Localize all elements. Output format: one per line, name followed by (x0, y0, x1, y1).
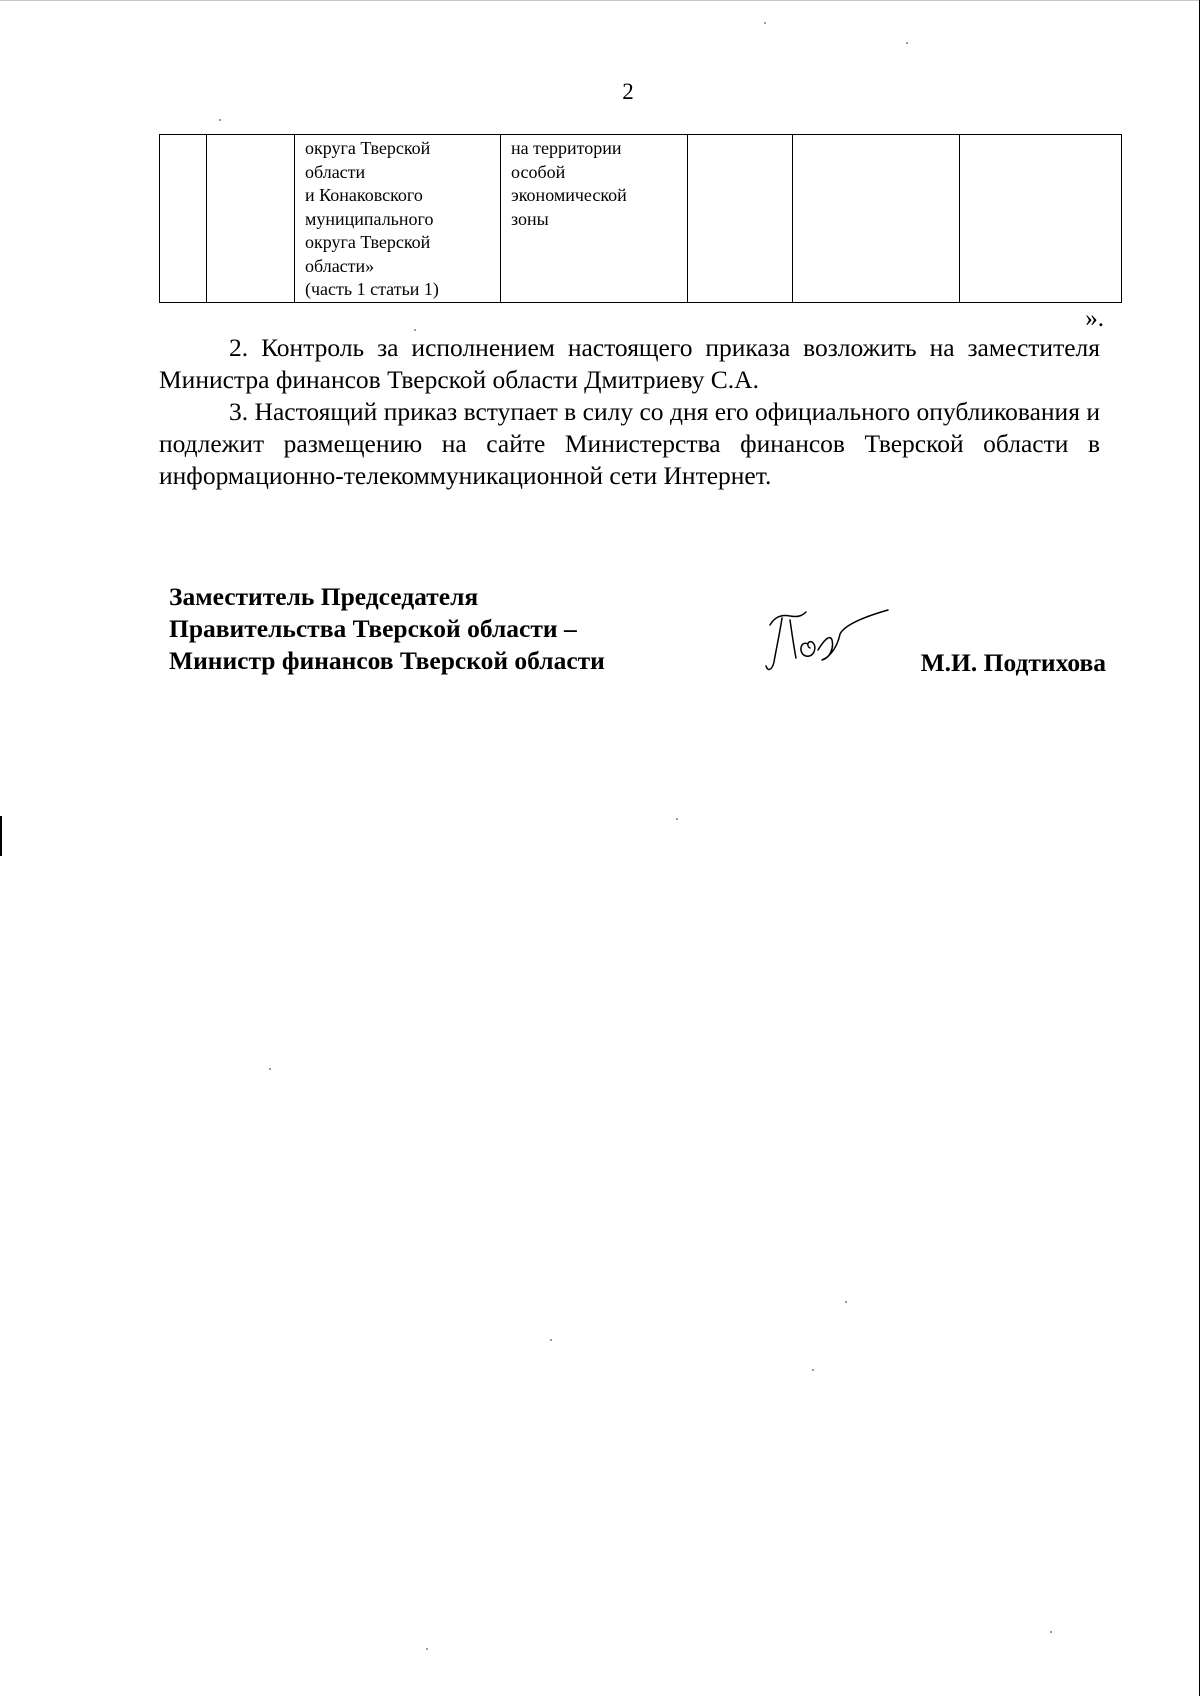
signatory-title-line: Заместитель Председателя (169, 582, 479, 611)
scan-speck (1050, 1631, 1052, 1633)
page-top-edge (0, 0, 1200, 1)
scan-speck (845, 1301, 847, 1303)
scan-speck (764, 22, 766, 24)
table-cell-line: зоны (511, 208, 549, 229)
document-body (159, 332, 1100, 492)
table-cell-line: особой (511, 161, 566, 182)
table-cell-line: муниципального (305, 208, 434, 229)
scan-speck (550, 1339, 552, 1341)
table-cell-line: экономической (511, 185, 627, 205)
paragraph-2: 2. Контроль за исполнением настоящего приказа возложить на заместителя Министра финансов Тверской области Дмитриеву С.А. (159, 333, 1100, 394)
signatory-title (169, 581, 605, 677)
table-row (160, 135, 1122, 303)
table-cell-line: округа Тверской (305, 138, 431, 158)
table-cell-line: округа Тверской (305, 232, 431, 252)
scan-speck (812, 1369, 814, 1371)
table-cell-line: и Конаковского (305, 185, 423, 205)
table-cell (501, 135, 688, 303)
scan-speck (676, 818, 678, 820)
scan-speck (906, 42, 908, 44)
page-number: 2 (622, 79, 634, 104)
table-cell-line: области» (305, 255, 375, 276)
scan-speck (414, 329, 416, 331)
handwritten-signature (760, 600, 900, 680)
table-cell (207, 135, 295, 303)
table-cell-line: на территории (511, 138, 622, 158)
signatory-name: М.И. Подтихова (920, 648, 1106, 677)
table-cell (960, 135, 1122, 303)
table-cell (793, 135, 960, 303)
table-cell (688, 135, 793, 303)
scan-speck (219, 119, 221, 121)
table-cell (295, 135, 501, 303)
table-cell (160, 135, 207, 303)
table-cell-line: (часть 1 статьи 1) (305, 279, 439, 299)
closing-quote: ». (1085, 305, 1104, 332)
scan-edge-mark (0, 816, 2, 856)
signatory-title-line: Министр финансов Тверской области (169, 646, 605, 675)
scan-speck (269, 1068, 271, 1070)
continuation-table (159, 134, 1122, 303)
table-cell-line: области (305, 161, 366, 182)
scan-speck (426, 1648, 428, 1650)
paragraph-3: 3. Настоящий приказ вступает в силу со дня его официального опубликования и подлежит размещению на сайте Министерства финансов Тверской области в информационно-телекоммуникационной сети Интернет. (159, 397, 1100, 490)
signatory-title-line: Правительства Тверской области – (169, 614, 577, 643)
